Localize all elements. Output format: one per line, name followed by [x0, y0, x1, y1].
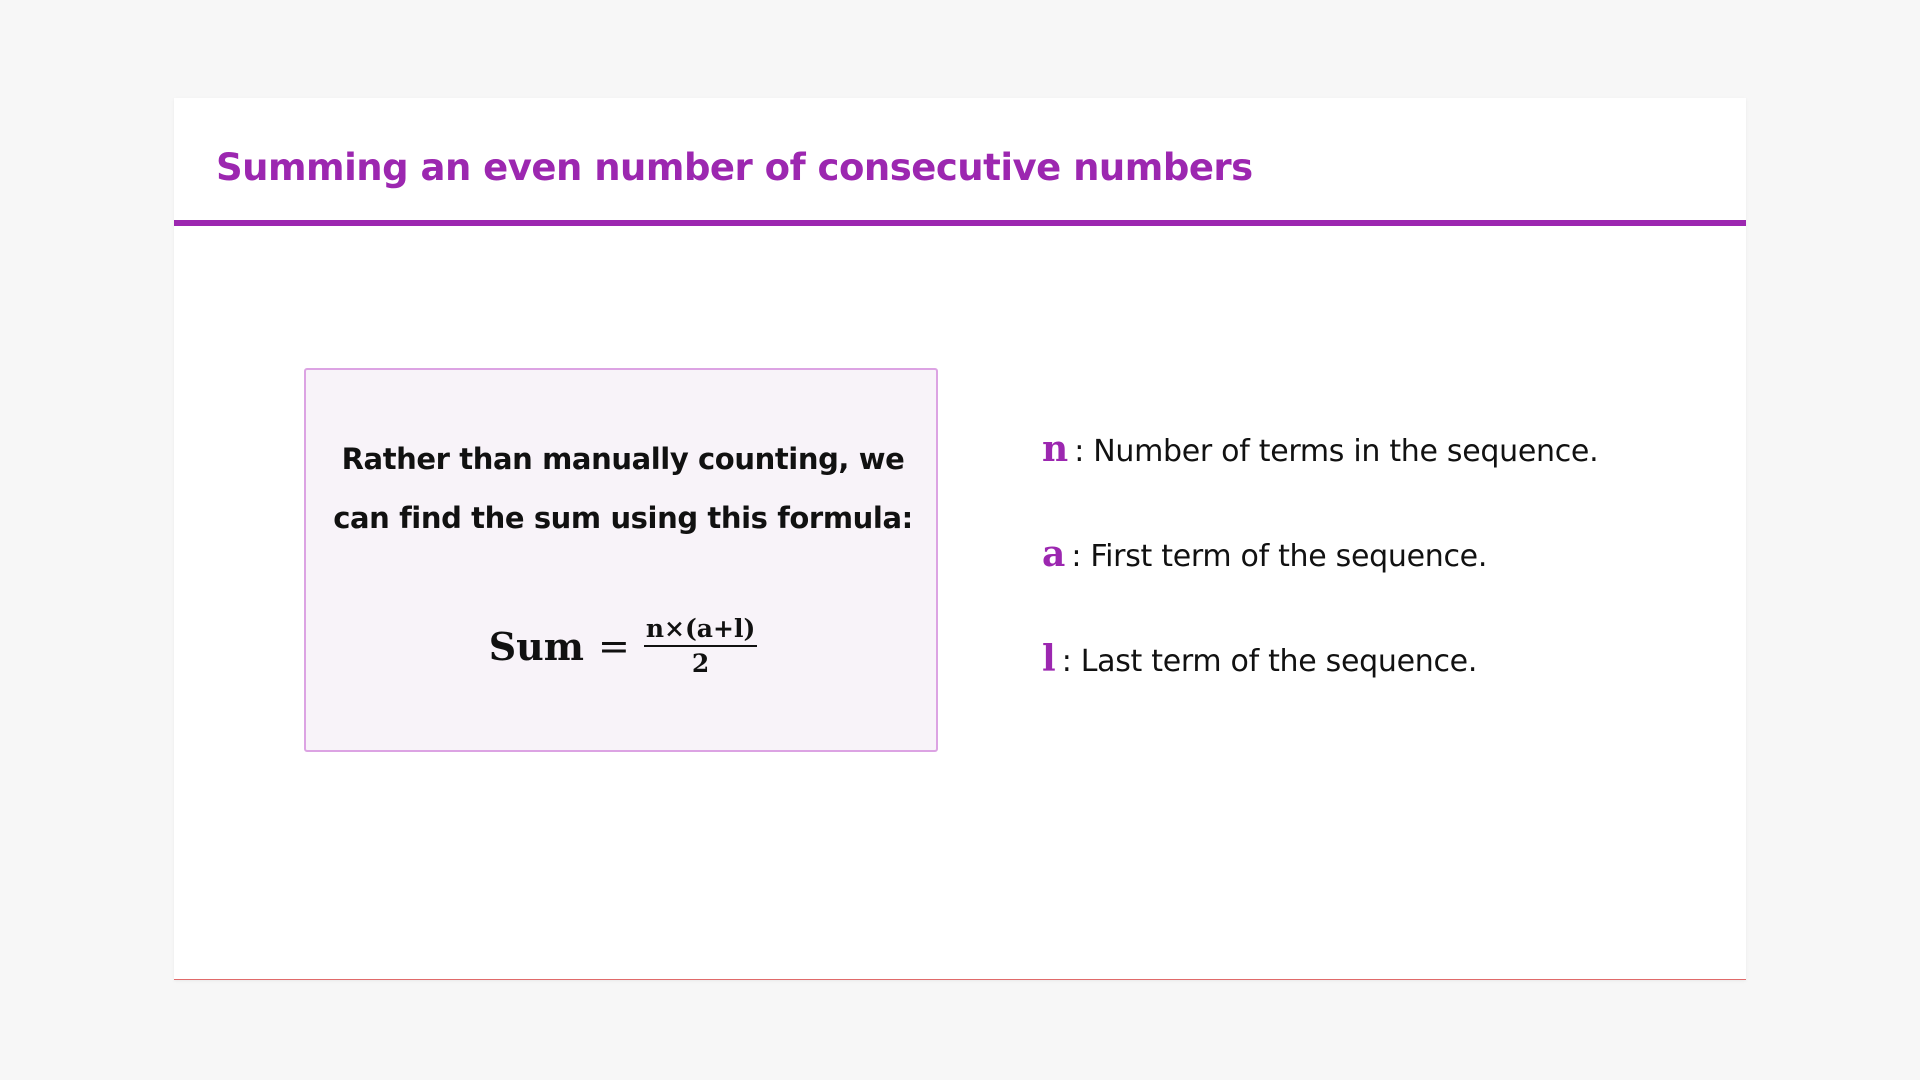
definition-symbol: a — [1042, 533, 1066, 575]
definition-symbol: l — [1042, 638, 1056, 680]
sum-formula — [306, 614, 940, 678]
definition-l — [1042, 638, 1477, 688]
formula-numerator: n×(a+l) — [644, 614, 757, 647]
formula-fraction — [644, 614, 757, 678]
formula-equals: = — [598, 624, 630, 668]
formula-intro — [306, 430, 940, 548]
formula-box — [304, 368, 938, 752]
definition-text: : Last term of the sequence. — [1061, 644, 1478, 679]
definition-n — [1042, 428, 1598, 478]
definition-text: : Number of terms in the sequence. — [1074, 434, 1599, 469]
definition-symbol: n — [1042, 428, 1069, 470]
definition-a — [1042, 533, 1487, 583]
slide — [174, 98, 1746, 980]
formula-denominator: 2 — [691, 649, 710, 678]
formula-lhs: Sum — [488, 623, 584, 669]
definition-text: : First term of the sequence. — [1071, 539, 1488, 574]
formula-intro-line1: Rather than manually counting, we — [341, 442, 905, 476]
formula-intro-line2: can find the sum using this formula: — [333, 501, 913, 535]
slide-header — [174, 98, 1746, 226]
slide-title: Summing an even number of consecutive numbers — [216, 146, 1253, 189]
